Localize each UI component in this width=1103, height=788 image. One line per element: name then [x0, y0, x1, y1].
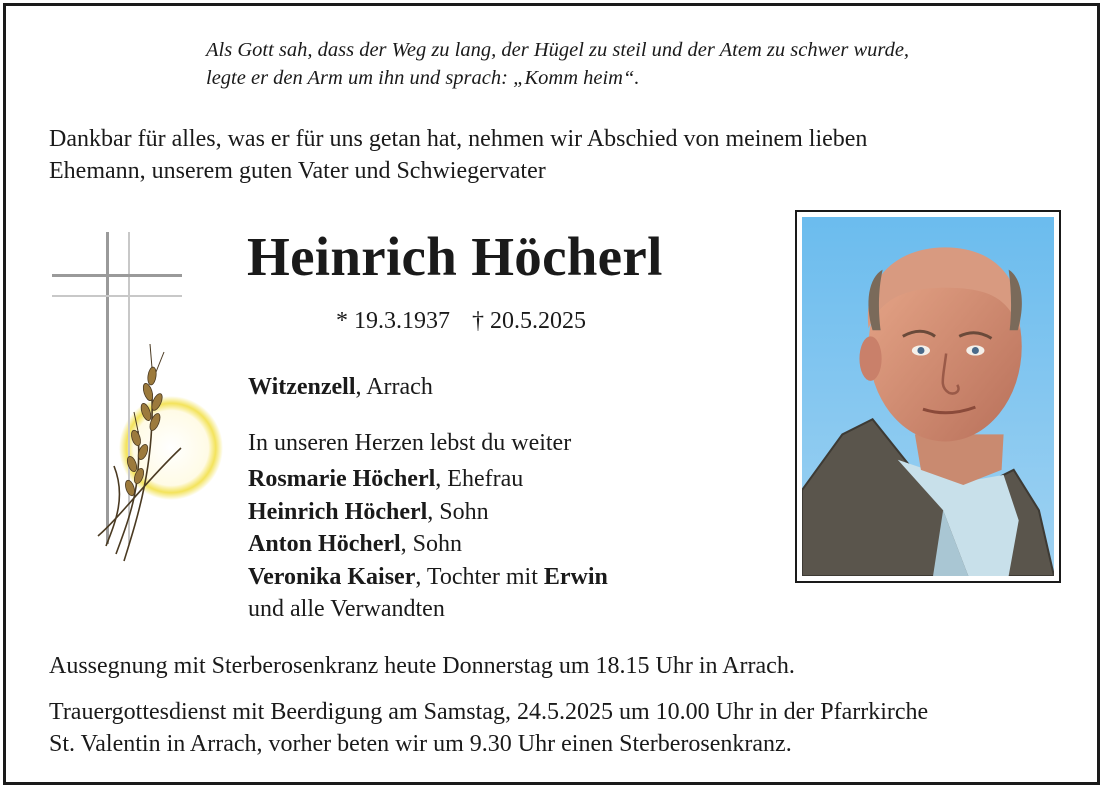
- mourners-list: [248, 463, 608, 626]
- funeral-line-2: St. Valentin in Arrach, vorher beten wir um 9.30 Uhr einen Sterberosenkranz.: [49, 731, 792, 757]
- memorial-quote: [206, 36, 1086, 92]
- obituary-frame: [3, 3, 1100, 785]
- birth-date: * 19.3.1937: [336, 308, 450, 334]
- residence-village: Witzenzell: [248, 374, 356, 400]
- mourner-relation: , Ehefrau: [435, 466, 524, 492]
- intro-text: [49, 123, 1049, 187]
- mourners-closing: und alle Verwandten: [248, 596, 445, 622]
- mourner-relation: , Sohn: [400, 531, 463, 557]
- mourner-entry: [248, 528, 608, 561]
- mourner-entry: [248, 496, 608, 529]
- funeral-line-1: Trauergottesdienst mit Beerdigung am Samstag, 24.5.2025 um 10.00 Uhr in der Pfarrkirche: [49, 699, 929, 725]
- mourner-name: Rosmarie Höcherl: [248, 466, 436, 492]
- intro-line-1: Dankbar für alles, was er für uns getan hat, nehmen wir Abschied von meinem lieben: [49, 126, 868, 152]
- quote-line-1: Als Gott sah, dass der Weg zu lang, der Hügel zu steil und der Atem zu schwer wurde,: [206, 39, 910, 61]
- portrait-photo-frame: [795, 210, 1061, 583]
- life-dates: [336, 305, 586, 337]
- blessing-notice: Aussegnung mit Sterberosenkranz heute Donnerstag um 18.15 Uhr in Arrach.: [49, 653, 795, 679]
- residence: [248, 371, 433, 403]
- deceased-name: Heinrich Höcherl: [247, 226, 663, 287]
- residence-town: , Arrach: [355, 374, 433, 400]
- mourner-entry: [248, 463, 608, 496]
- mourner-partner: Erwin: [543, 563, 608, 590]
- mourner-name: Veronika Kaiser: [248, 563, 416, 590]
- quote-line-2: legte er den Arm um ihn und sprach: „Komm heim“.: [206, 67, 640, 89]
- intro-line-2: Ehemann, unserem guten Vater und Schwiegervater: [49, 158, 546, 184]
- mourner-entry: [248, 561, 608, 594]
- mourner-relation: , Sohn: [427, 498, 489, 525]
- mourner-name: Heinrich Höcherl: [248, 498, 428, 525]
- mourner-relation: , Tochter mit: [415, 563, 544, 590]
- death-date: † 20.5.2025: [472, 308, 586, 334]
- funeral-notice: [49, 696, 1079, 760]
- portrait-photo: [802, 217, 1054, 576]
- mourners-motto: In unseren Herzen lebst du weiter: [248, 430, 572, 456]
- mourner-name: Anton Höcherl: [248, 531, 401, 557]
- cross-with-wheat-icon: [46, 216, 246, 576]
